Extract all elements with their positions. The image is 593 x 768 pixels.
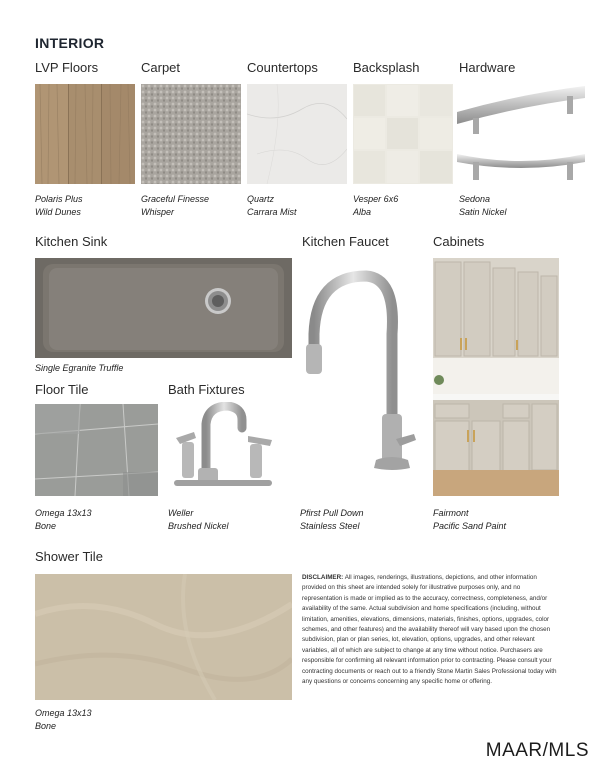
sink-drain-icon bbox=[205, 288, 231, 314]
shower-tile-label: Shower Tile bbox=[35, 549, 103, 564]
lvp-floors-caption bbox=[35, 193, 83, 219]
hardware-name: Sedona bbox=[459, 194, 491, 204]
shower-tile-swatch bbox=[35, 574, 292, 700]
bath-fixtures-swatch bbox=[170, 402, 278, 494]
floor-tile-caption bbox=[35, 507, 92, 533]
bath-fixtures-finish: Brushed Nickel bbox=[168, 521, 229, 531]
hardware-label: Hardware bbox=[459, 60, 516, 75]
hardware-caption bbox=[459, 193, 507, 219]
bath-faucet-icon bbox=[170, 402, 278, 494]
countertops-label: Countertops bbox=[247, 60, 318, 75]
carpet-color: Whisper bbox=[141, 207, 175, 217]
floor-tile-label: Floor Tile bbox=[35, 382, 89, 397]
backsplash-label: Backsplash bbox=[353, 60, 420, 75]
cabinets-name: Fairmont bbox=[433, 508, 469, 518]
countertops-caption bbox=[247, 193, 297, 219]
backsplash-color: Alba bbox=[353, 207, 372, 217]
cabinets-label: Cabinets bbox=[433, 234, 485, 249]
carpet-swatch bbox=[141, 84, 241, 184]
kitchen-faucet-finish: Stainless Steel bbox=[300, 521, 360, 531]
cabinets-swatch bbox=[433, 258, 559, 496]
cabinets-color: Pacific Sand Paint bbox=[433, 521, 507, 531]
lvp-floors-swatch bbox=[35, 84, 135, 184]
lvp-floors-label: LVP Floors bbox=[35, 60, 99, 75]
backsplash-caption bbox=[353, 193, 398, 219]
hardware-color: Satin Nickel bbox=[459, 207, 507, 217]
bath-fixtures-name: Weller bbox=[168, 508, 194, 518]
kitchen-sink-label: Kitchen Sink bbox=[35, 234, 108, 249]
disclaimer-text: All images, renderings, illustrations, depictions, and other information provided on this sheet are intended solely for illustrative purposes only, and no representation is made or implied as to the accuracy, correctness, completeness, and/or availability of the same. Actual subdivision and home specifications (including, without limitation, amenities, elevations, dimensions, materials, finishes, options, upgrades, color schemes, and other features) and the availability thereof will vary based upon the chosen subdivision, plan or plan series, lot, elevation, options, upgrades, and other relevant variables, all of which are subject to change at any time without notice. Purchasers are responsible for confirming all relevant information prior to contracting. Please consult your contracting documents or reach out to a friendly Stone Martin Sales Professional today with any questions or concerns concerning any specific home or offering. bbox=[302, 574, 557, 686]
faucet-icon bbox=[296, 264, 431, 500]
kitchen-faucet-label: Kitchen Faucet bbox=[302, 234, 389, 249]
lvp-floors-color: Wild Dunes bbox=[35, 207, 81, 217]
countertops-swatch bbox=[247, 84, 347, 184]
shower-tile-caption bbox=[35, 707, 92, 733]
shower-tile-color: Bone bbox=[35, 721, 57, 731]
backsplash-swatch bbox=[353, 84, 453, 184]
page-title: INTERIOR bbox=[35, 35, 105, 51]
carpet-label: Carpet bbox=[141, 60, 181, 75]
mls-watermark: MAAR/MLS bbox=[485, 740, 589, 761]
countertops-color: Carrara Mist bbox=[247, 207, 297, 217]
shower-tile-name: Omega 13x13 bbox=[35, 708, 92, 718]
kitchen-faucet-swatch bbox=[296, 264, 431, 500]
countertops-name: Quartz bbox=[247, 194, 275, 204]
bath-fixtures-caption bbox=[168, 507, 229, 533]
carpet-name: Graceful Finesse bbox=[141, 194, 210, 204]
kitchen-sink-caption: Single Egranite Truffle bbox=[35, 363, 124, 373]
bath-fixtures-label: Bath Fixtures bbox=[168, 382, 245, 397]
disclaimer bbox=[302, 573, 560, 687]
floor-tile-name: Omega 13x13 bbox=[35, 508, 92, 518]
hardware-swatch bbox=[455, 84, 587, 186]
lvp-floors-name: Polaris Plus bbox=[35, 194, 83, 204]
cabinets-caption bbox=[433, 507, 506, 533]
cabinet-handle-icon bbox=[455, 84, 587, 186]
kitchen-faucet-name: Pfirst Pull Down bbox=[300, 508, 364, 518]
carpet-caption bbox=[141, 193, 209, 219]
floor-tile-swatch bbox=[35, 404, 158, 496]
backsplash-name: Vesper 6x6 bbox=[353, 194, 399, 204]
kitchen-sink-swatch bbox=[35, 258, 292, 358]
disclaimer-label: DISCLAIMER: bbox=[302, 574, 344, 581]
floor-tile-color: Bone bbox=[35, 521, 57, 531]
kitchen-faucet-caption bbox=[300, 507, 364, 533]
